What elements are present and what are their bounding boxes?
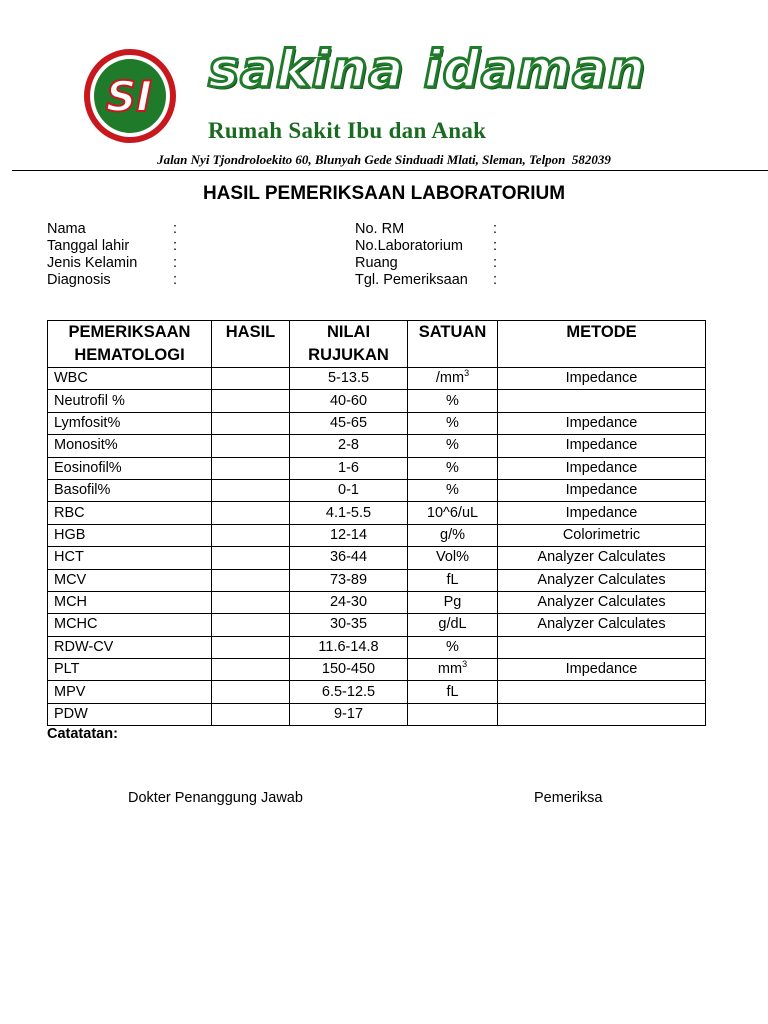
cell-satuan: % <box>408 390 498 412</box>
cell-hasil <box>212 569 290 591</box>
cell-hasil <box>212 390 290 412</box>
cell-nilai-rujukan: 150-450 <box>290 659 408 681</box>
table-row <box>48 435 706 457</box>
hospital-brand-name: sakina idaman <box>208 40 647 100</box>
cell-test: HCT <box>48 547 212 569</box>
cell-satuan: $/mm^3$ <box>408 368 498 390</box>
info-row-diagnosis <box>47 272 185 289</box>
cell-metode <box>498 681 706 703</box>
info-row-no-rm <box>355 221 505 238</box>
cell-metode: Colorimetric <box>498 524 706 546</box>
cell-satuan: Vol% <box>408 547 498 569</box>
cell-satuan: % <box>408 636 498 658</box>
cell-test: MPV <box>48 681 212 703</box>
cell-test: MCV <box>48 569 212 591</box>
cell-metode <box>498 703 706 725</box>
table-row <box>48 569 706 591</box>
cell-hasil <box>212 368 290 390</box>
cell-hasil <box>212 614 290 636</box>
header-hasil: HASIL <box>212 321 290 368</box>
cell-hasil <box>212 479 290 501</box>
cell-hasil <box>212 412 290 434</box>
info-colon: : <box>173 255 178 271</box>
cell-satuan: % <box>408 435 498 457</box>
cell-test: MCHC <box>48 614 212 636</box>
cell-metode: Impedance <box>498 479 706 501</box>
table-row <box>48 457 706 479</box>
document-title: HASIL PEMERIKSAAN LABORATORIUM <box>202 183 566 204</box>
unit-superscript: 3 <box>462 659 468 670</box>
info-colon: : <box>173 272 178 288</box>
cell-satuan: g/% <box>408 524 498 546</box>
table-row <box>48 659 706 681</box>
table-row <box>48 681 706 703</box>
cell-metode: Analyzer Calculates <box>498 547 706 569</box>
table-row <box>48 524 706 546</box>
signature-doctor-label: Dokter Penanggung Jawab <box>128 790 303 806</box>
table-body <box>48 368 706 726</box>
table-row <box>48 412 706 434</box>
signature-examiner-label: Pemeriksa <box>534 790 603 806</box>
cell-hasil <box>212 502 290 524</box>
cell-hasil <box>212 547 290 569</box>
hospital-logo-emblem <box>82 47 178 145</box>
info-colon: : <box>173 238 178 254</box>
table-row <box>48 502 706 524</box>
table-row <box>48 636 706 658</box>
info-row-nama <box>47 221 185 238</box>
cell-satuan: $mm^3$ <box>408 659 498 681</box>
info-label: Nama <box>47 221 86 237</box>
cell-metode: Analyzer Calculates <box>498 591 706 613</box>
header-nilai-rujukan: NILAI RUJUKAN <box>290 321 408 368</box>
cell-nilai-rujukan: 1-6 <box>290 457 408 479</box>
table-row <box>48 591 706 613</box>
cell-test: PLT <box>48 659 212 681</box>
cell-nilai-rujukan: 36-44 <box>290 547 408 569</box>
cell-metode <box>498 390 706 412</box>
info-label: Tgl. Pemeriksaan <box>355 272 468 288</box>
cell-satuan: % <box>408 479 498 501</box>
cell-test: MCH <box>48 591 212 613</box>
cell-test: HGB <box>48 524 212 546</box>
info-row-tanggal-lahir <box>47 238 185 255</box>
cell-nilai-rujukan: 24-30 <box>290 591 408 613</box>
cell-nilai-rujukan: 30-35 <box>290 614 408 636</box>
cell-metode: Impedance <box>498 412 706 434</box>
header-satuan: SATUAN <box>408 321 498 368</box>
info-colon: : <box>493 221 498 237</box>
logo-letters: SI <box>106 72 152 121</box>
patient-info-left <box>47 221 185 289</box>
cell-hasil <box>212 591 290 613</box>
cell-nilai-rujukan: 11.6-14.8 <box>290 636 408 658</box>
cell-test: Neutrofil % <box>48 390 212 412</box>
cell-metode: Impedance <box>498 659 706 681</box>
cell-nilai-rujukan: 40-60 <box>290 390 408 412</box>
cell-satuan: 10^6/uL <box>408 502 498 524</box>
cell-test: WBC <box>48 368 212 390</box>
info-label: Tanggal lahir <box>47 238 130 254</box>
cell-test: Monosit% <box>48 435 212 457</box>
cell-metode: Analyzer Calculates <box>498 614 706 636</box>
cell-test: Basofil% <box>48 479 212 501</box>
cell-nilai-rujukan: 9-17 <box>290 703 408 725</box>
cell-metode: Impedance <box>498 368 706 390</box>
unit-superscript: 3 <box>464 368 470 379</box>
cell-hasil <box>212 636 290 658</box>
info-row-tgl-pemeriksaan <box>355 272 505 289</box>
cell-hasil <box>212 703 290 725</box>
info-colon: : <box>173 221 178 237</box>
cell-nilai-rujukan: 45-65 <box>290 412 408 434</box>
cell-test: RDW-CV <box>48 636 212 658</box>
table-header-row <box>48 321 706 368</box>
info-colon: : <box>493 238 498 254</box>
info-row-ruang <box>355 255 505 272</box>
cell-test: Lymfosit% <box>48 412 212 434</box>
cell-metode: Impedance <box>498 457 706 479</box>
cell-satuan: fL <box>408 569 498 591</box>
cell-satuan: g/dL <box>408 614 498 636</box>
cell-hasil <box>212 681 290 703</box>
info-label: Ruang <box>355 255 398 271</box>
cell-hasil <box>212 659 290 681</box>
cell-metode: Impedance <box>498 435 706 457</box>
table-row <box>48 547 706 569</box>
header-metode: METODE <box>498 321 706 368</box>
cell-hasil <box>212 524 290 546</box>
info-colon: : <box>493 255 498 271</box>
info-row-jenis-kelamin <box>47 255 185 272</box>
info-label: Diagnosis <box>47 272 111 288</box>
cell-metode <box>498 636 706 658</box>
info-row-no-laboratorium <box>355 238 505 255</box>
cell-nilai-rujukan: 4.1-5.5 <box>290 502 408 524</box>
cell-test: Eosinofil% <box>48 457 212 479</box>
cell-nilai-rujukan: 0-1 <box>290 479 408 501</box>
cell-test: PDW <box>48 703 212 725</box>
cell-satuan: % <box>408 457 498 479</box>
cell-satuan: fL <box>408 681 498 703</box>
hospital-subtitle: Rumah Sakit Ibu dan Anak <box>208 118 487 143</box>
patient-info-right <box>355 221 505 289</box>
cell-satuan: % <box>408 412 498 434</box>
info-label: No.Laboratorium <box>355 238 463 254</box>
info-label: Jenis Kelamin <box>47 255 138 271</box>
cell-nilai-rujukan: 73-89 <box>290 569 408 591</box>
cell-satuan: Pg <box>408 591 498 613</box>
header-divider <box>12 170 768 171</box>
table-row <box>48 368 706 390</box>
cell-hasil <box>212 435 290 457</box>
table-row <box>48 479 706 501</box>
notes-label: Catatatan: <box>47 726 118 742</box>
cell-satuan <box>408 703 498 725</box>
header-pemeriksaan: PEMERIKSAAN HEMATOLOGI <box>48 321 212 368</box>
cell-nilai-rujukan: 2-8 <box>290 435 408 457</box>
table-row <box>48 703 706 725</box>
info-colon: : <box>493 272 498 288</box>
cell-nilai-rujukan: 12-14 <box>290 524 408 546</box>
cell-nilai-rujukan: 5-13.5 <box>290 368 408 390</box>
hematology-table <box>47 320 706 726</box>
cell-nilai-rujukan: 6.5-12.5 <box>290 681 408 703</box>
cell-metode: Impedance <box>498 502 706 524</box>
table-row <box>48 614 706 636</box>
cell-metode: Analyzer Calculates <box>498 569 706 591</box>
cell-hasil <box>212 457 290 479</box>
cell-test: RBC <box>48 502 212 524</box>
info-label: No. RM <box>355 221 405 237</box>
table-row <box>48 390 706 412</box>
hospital-address: Jalan Nyi Tjondroloekito 60, Blunyah Gede Sinduadi Mlati, Sleman, Telpon 582039 <box>157 152 611 167</box>
